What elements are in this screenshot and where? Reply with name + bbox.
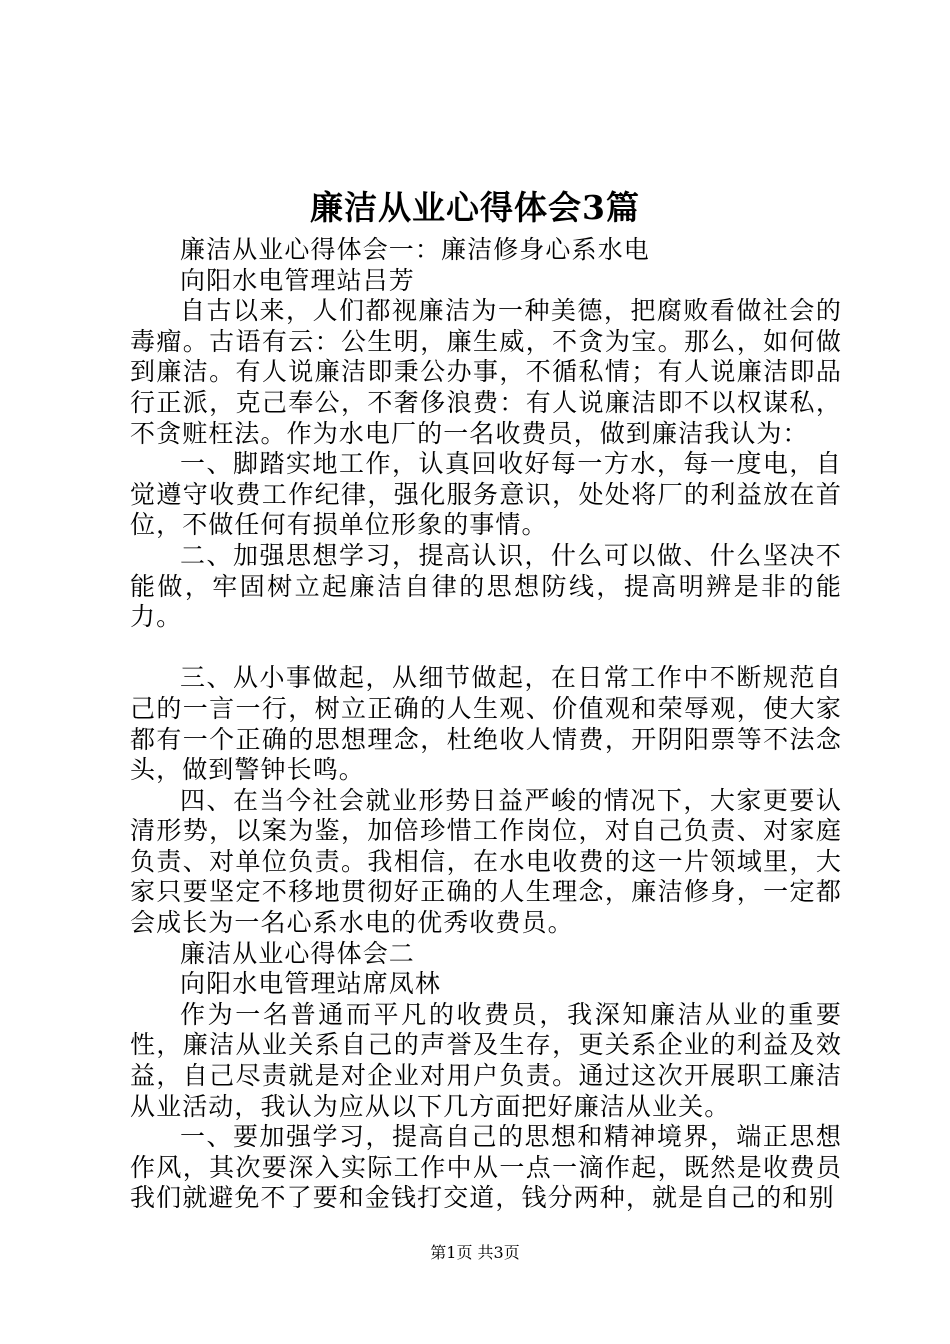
page-number-footer: 第1页 共3页 — [430, 1243, 520, 1262]
body-paragraph: 一、脚踏实地工作，认真回收好每一方水，每一度电，自觉遵守收费工作纪律，强化服务意识，处处将厂的利益放在首位，不做任何有损单位形象的事情。 — [130, 449, 842, 540]
body-paragraph: 一、要加强学习，提高自己的思想和精神境界，端正思想作风，其次要深入实际工作中从一点一滴作起，既然是收费员我们就避免不了要和金钱打交道，钱分两种，就是自己的和别 — [130, 1122, 842, 1213]
body-paragraph: 二、加强思想学习，提高认识，什么可以做、什么坚决不能做，牢固树立起廉洁自律的思想防线，提高明辨是非的能力。 — [130, 540, 842, 632]
author-line-2: 向阳水电管理站席凤林 — [180, 969, 442, 999]
author-line-1: 向阳水电管理站吕芳 — [180, 265, 415, 295]
section-heading-1: 廉洁从业心得体会一：廉洁修身心系水电 — [180, 235, 650, 264]
document-body — [130, 235, 842, 1214]
body-paragraph: 自古以来，人们都视廉洁为一种美德，把腐败看做社会的毒瘤。古语有云：公生明，廉生威，不贪为宝。那么，如何做到廉洁。有人说廉洁即秉公办事，不循私情；有人说廉洁即品行正派，克己奉公，不奢侈浪费：有人说廉洁即不以权谋私，不贪赃枉法。作为水电厂的一名收费员，做到廉洁我认为： — [130, 296, 842, 448]
body-paragraph: 作为一名普通而平凡的收费员，我深知廉洁从业的重要性，廉洁从业关系自己的声誉及生存，更关系企业的利益及效益，自己尽责就是对企业对用户负责。通过这次开展职工廉洁从业活动，我认为应从以下几方面把好廉洁从业关。 — [130, 999, 842, 1121]
body-paragraph: 四、在当今社会就业形势日益严峻的情况下，大家更要认清形势，以案为鉴，加倍珍惜工作岗位，对自己负责、对家庭负责、对单位负责。我相信，在水电收费的这一片领域里，大家只要坚定不移地贯彻好正确的人生理念，廉洁修身，一定都会成长为一名心系水电的优秀收费员。 — [130, 785, 842, 938]
section-heading-2: 廉洁从业心得体会二 — [180, 938, 415, 968]
document-title: 廉洁从业心得体会3篇 — [310, 188, 640, 227]
body-paragraph: 三、从小事做起，从细节做起，在日常工作中不断规范自己的一言一行，树立正确的人生观、价值观和荣辱观，使大家都有一个正确的思想理念，杜绝收人情费，开阴阳票等不法念头，做到警钟长鸣。 — [130, 663, 842, 785]
